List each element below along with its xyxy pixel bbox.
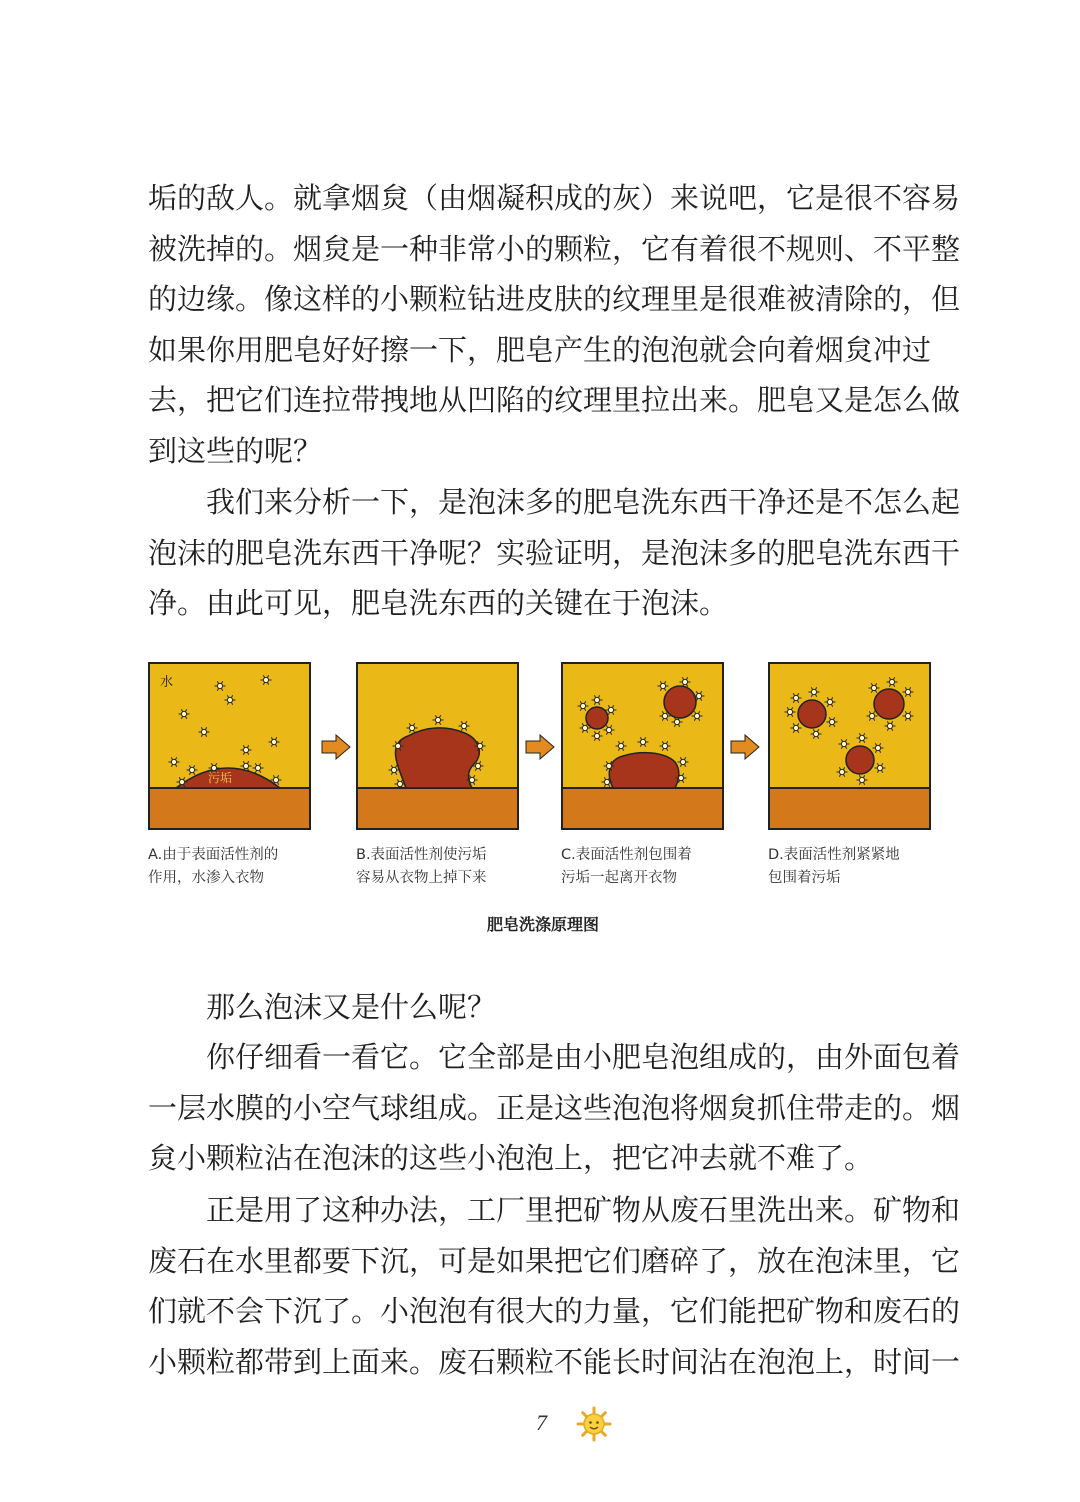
dirt-label: 污垢 [208, 771, 233, 785]
paragraph-3 [148, 982, 938, 1033]
dirt [798, 700, 826, 728]
dirt [874, 689, 904, 719]
text-line: 的边缘。像这样的小颗粒钻进皮肤的纹理里是很难被清除的，但 [148, 282, 961, 316]
page-number: 7 [536, 1410, 547, 1435]
text-line: 到这些的呢？ [148, 433, 323, 468]
figure-title: 肥皂洗涤原理图 [486, 915, 599, 934]
caption-line: B.表面活性剂使污垢 [356, 847, 487, 863]
sun-icon [576, 1406, 612, 1442]
fabric-layer [769, 788, 930, 829]
arrow-right-icon [321, 734, 351, 760]
caption-line: 作用，水渗入衣物 [148, 870, 264, 886]
text-line: 那么泡沫又是什么呢？ [148, 990, 497, 1024]
caption-b [356, 844, 536, 890]
caption-line: D.表面活性剂紧紧地 [768, 847, 900, 863]
text-line: 如果你用肥皂好好擦一下，肥皂产生的泡泡就会向着烟炱冲过 [148, 332, 932, 367]
dirt [395, 728, 479, 788]
caption-a [148, 844, 328, 890]
paragraph-5 [148, 1185, 961, 1387]
text-line: 小颗粒都带到上面来。废石颗粒不能长时间沾在泡泡上，时间一 [148, 1344, 961, 1379]
text-line: 炱小颗粒沾在泡沫的这些小泡泡上，把它冲去就不难了。 [148, 1141, 874, 1175]
text-line: 净。由此可见，肥皂洗东西的关键在于泡沫。 [148, 586, 729, 620]
text-line: 我们来分析一下，是泡沫多的肥皂洗东西干净还是不怎么起 [148, 485, 961, 519]
soap-washing-diagram [148, 662, 938, 934]
caption-line: 包围着污垢 [768, 870, 841, 886]
arrow-right-icon [730, 734, 760, 760]
fabric-layer [357, 788, 518, 829]
text-line: 被洗掉的。烟炱是一种非常小的颗粒，它有着很不规则、不平整 [148, 231, 961, 266]
caption-line: C.表面活性剂包围着 [561, 847, 692, 863]
caption-c [561, 844, 741, 890]
text-line: 们就不会下沉了。小泡泡有很大的力量，它们能把矿物和废石的 [148, 1294, 961, 1328]
fabric-layer [562, 788, 723, 829]
text-line: 泡沫的肥皂洗东西干净呢？实验证明，是泡沫多的肥皂洗东西干 [148, 535, 961, 570]
caption-line: 污垢一起离开衣物 [561, 870, 677, 886]
text-line: 你仔细看一看它。它全部是由小肥皂泡组成的，由外面包着 [148, 1040, 961, 1074]
arrow-right-icon [525, 734, 555, 760]
panel-d [768, 662, 931, 830]
caption-line: 容易从衣物上掉下来 [356, 870, 487, 886]
caption-d [768, 844, 948, 890]
paragraph-2 [148, 477, 961, 629]
caption-line: A.由于表面活性剂的 [148, 847, 279, 863]
text-line: 正是用了这种办法，工厂里把矿物从废石里洗出来。矿物和 [148, 1193, 961, 1227]
dirt [664, 686, 696, 718]
text-line: 废石在水里都要下沉，可是如果把它们磨碎了，放在泡沫里，它 [148, 1243, 961, 1278]
dirt [846, 746, 874, 774]
text-line: 垢的敌人。就拿烟炱（由烟凝积成的灰）来说吧，它是很不容易 [148, 181, 961, 215]
panel-a [148, 662, 311, 830]
fabric-layer [149, 788, 310, 829]
dirt [586, 707, 608, 729]
dirt [609, 753, 678, 788]
text-line: 一层水膜的小空气球组成。正是这些泡泡将烟炱抓住带走的。烟 [148, 1090, 961, 1125]
paragraph-1 [148, 173, 961, 476]
text-line: 去，把它们连拉带拽地从凹陷的纹理里拉出来。肥皂又是怎么做 [148, 383, 961, 417]
panel-b [356, 662, 519, 830]
panel-c [561, 662, 724, 830]
paragraph-4 [148, 1032, 961, 1184]
water-label: 水 [160, 675, 174, 690]
